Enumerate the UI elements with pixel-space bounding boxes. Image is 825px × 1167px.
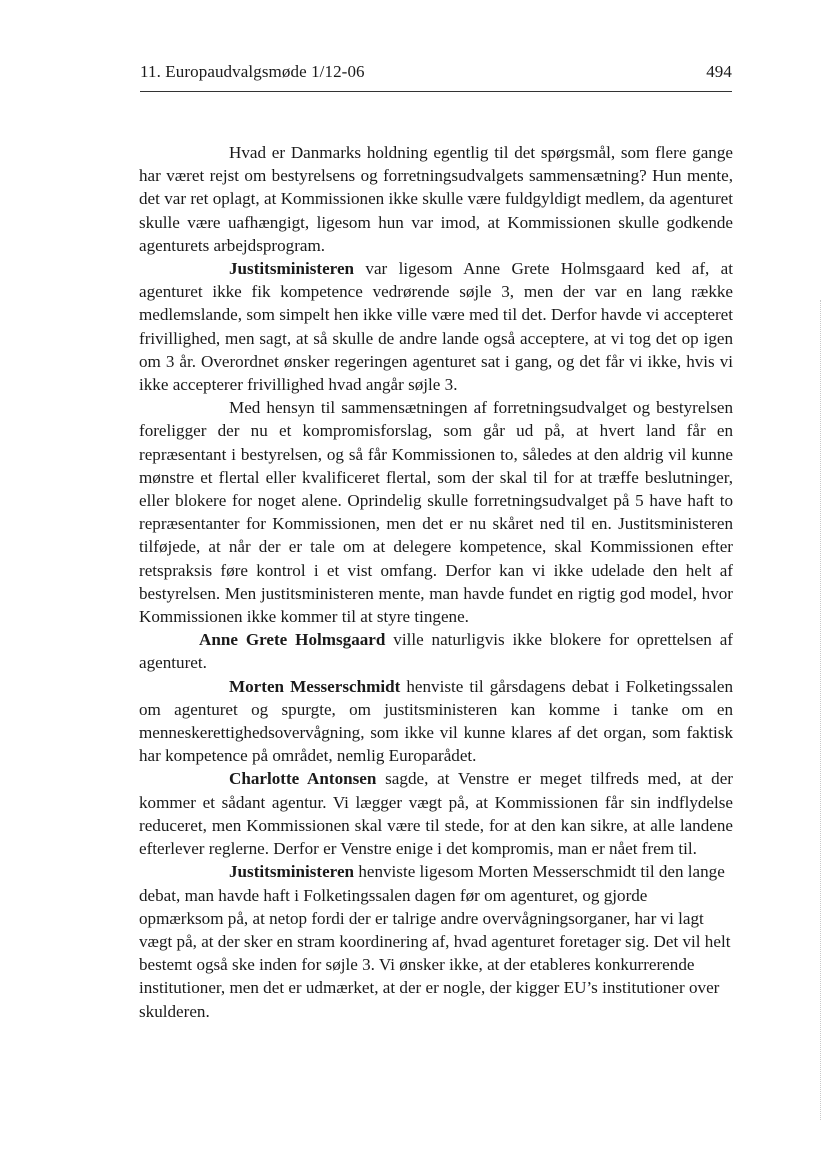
page-number: 494	[706, 62, 732, 81]
paragraph-6	[139, 767, 733, 860]
header-rule	[140, 91, 732, 92]
speaker-name: Morten Messerschmidt	[229, 676, 401, 696]
speaker-name: Justitsministeren	[229, 862, 355, 882]
paragraph-2	[139, 257, 733, 396]
paragraph-1	[139, 141, 733, 257]
paragraph-text: sagde, at Venstre er meget tilfreds med, at der kommer et sådant agentur. Vi lægger vægt på, at Kommissionen får sin indflydelse reduceret, men Kommissionen skal være til stede, for at den kan sikre, at alle landene efterlever reglerne. Derfor er Venstre enige i det kompromis, man er nået frem til.	[139, 769, 733, 859]
paragraph-text: var ligesom Anne Grete Holmsgaard ked af, at agenturet ikke fik kompetence vedrørende søjle 3, men der var en lang række medlemslande, som simpelt hen ikke ville være med til det. Derfor havde vi accepteret frivillighed, men sagt, at så skulle de andre lande også acceptere, at vi tog det op igen om 3 år. Overordnet ønsker regeringen agenturet sat i gang, og det får vi ikke, hvis vi ikke accepterer frivillighed hvad angår søjle 3.	[139, 259, 733, 395]
paragraph-text: Hvad er Danmarks holdning egentlig til det spørgsmål, som flere gange har været rejst om bestyrelsens og forretningsudvalgets sammensætning? Hun mente, det var ret oplagt, at Kommissionen ikke skulle være fuldgyldigt medlem, da agenturet skulle være uafhængigt, ligesom hun var imod, at Kommissionen skulle godkende agenturets arbejdsprogram.	[139, 143, 733, 255]
document-title: 11. Europaudvalgsmøde 1/12-06	[140, 62, 365, 81]
paragraph-text: henviste til gårsdagens debat i Folketingssalen om agenturet og spurgte, om justitsministeren kan komme i tanke om en menneskerettighedsovervågning, som ikke vil kunne klares af det organ, som faktisk har kompetence på området, nemlig Europarådet.	[139, 676, 733, 766]
paragraph-text: ville naturligvis ikke blokere for oprettelsen af agenturet.	[139, 630, 733, 673]
paragraph-text: Med hensyn til sammensætningen af forretningsudvalget og bestyrelsen foreligger der nu et kompromisforslag, som går ud på, at hvert land får en repræsentant i bestyrelsen, og så får Kommissionen to, således at den aldrig vil kunne mønstre et flertal eller kvalificeret flertal, som der skal til for at træffe beslutninger, eller blokere for noget alene. Oprindelig skulle forretningsudvalget på 5 have haft to repræsentanter for Kommissionen, men det er nu skåret ned til en. Justitsministeren tilføjede, at når der er tale om at delegere kompetence, skal Kommissionen efter retspraksis føre kontrol i et vist omfang. Derfor kan vi ikke udelade den helt af bestyrelsen. Men justitsministeren mente, man havde fundet en rigtig god model, hvor Kommissionen ikke kommer til at styre tingene.	[139, 398, 733, 627]
paragraph-text: henviste ligesom Morten Messerschmidt til den lange debat, man havde haft i Folketingssalen dagen før om agenturet, og gjorde opmærksom på, at netop fordi der er talrige andre overvågningsorganer, har vi lagt vægt på, at der sker en stram koordinering af, hvad agenturet foretager sig. Det vil helt bestemt også ske inden for søjle 3. Vi ønsker ikke, at der etableres konkurrerende institutioner, men det er udmærket, at der er nogle, der kigger EU’s institutioner over skulderen.	[139, 862, 731, 1021]
paragraph-7	[139, 860, 733, 1022]
paragraph-3	[139, 396, 733, 628]
document-body	[139, 141, 733, 1023]
paragraph-5	[139, 675, 733, 768]
page-header	[140, 62, 732, 82]
paragraph-4	[139, 628, 733, 674]
speaker-name: Justitsministeren	[229, 259, 355, 279]
scan-edge-mark	[820, 300, 822, 1120]
speaker-name: Charlotte Antonsen	[229, 769, 377, 789]
speaker-name: Anne Grete Holmsgaard	[199, 630, 386, 650]
